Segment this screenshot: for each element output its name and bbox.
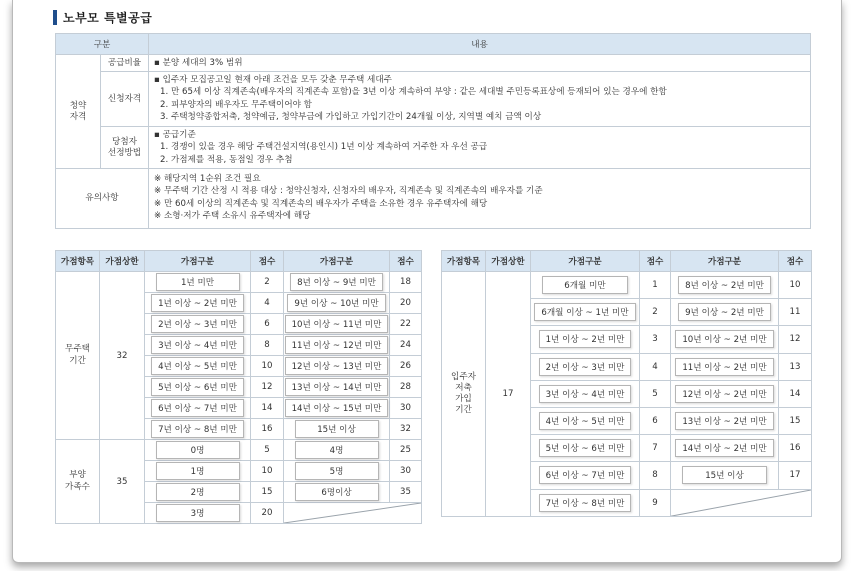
savings-period-score-table [441,250,812,517]
content-line: 2. 가점제를 적용, 동점일 경우 추첨 [160,154,293,165]
eligibility-criteria-label: 신청자격 [101,72,149,127]
points-cell: 24 [390,335,422,356]
savings-period-label-line: 기간 [455,405,472,416]
criteria-cell [145,503,251,524]
criteria-cell [531,462,640,489]
eligibility-label-line: 자격 [69,111,87,122]
criteria-cell-text: 1년 이상 ~ 2년 미만 [539,330,632,348]
criteria-cell [284,314,390,335]
criteria-cell [145,398,251,419]
note-line: ※ 해당지역 1순위 조건 필요 [154,174,261,185]
criteria-cell-text: 0명 [156,441,240,459]
homeless-period-label [56,272,100,440]
diagonal-line [671,490,811,516]
criteria-cell-text: 4명 [295,441,379,459]
content-line: 1. 만 65세 이상 직계존속(배우자의 직계존속 포함)을 3년 이상 계속하여 부양 : 같은 세대별 주민등록표상에 등재되어 있는 경우에 한함 [160,87,667,98]
table-row [56,272,422,293]
score-header: 점수 [779,251,812,272]
title-accent-bar [53,10,57,25]
notes-content [149,169,811,229]
points-cell: 20 [390,293,422,314]
criteria-cell [284,293,390,314]
criteria-cell-text: 2년 이상 ~ 3년 미만 [539,358,632,376]
score-header: 가점상한 [486,251,531,272]
points-cell: 14 [779,380,812,407]
homeless-period-group [56,272,422,440]
criteria-cell-text: 4년 이상 ~ 5년 미만 [151,357,244,375]
points-cell: 15 [251,482,284,503]
dependents-label-line: 가족수 [65,481,90,492]
criteria-cell-text: 8년 이상 ~ 9년 미만 [290,273,383,291]
page-title: 노부모 특별공급 [63,10,153,25]
note-line: ※ 만 60세 이상의 직계존속 및 직계존속의 배우자가 주택을 소유한 경우 유주택자에 해당 [154,198,488,209]
eligibility-label [56,55,101,169]
criteria-cell [284,440,390,461]
criteria-cell-text: 3명 [156,504,240,522]
table-row [56,440,422,461]
homeless-period-label-line: 기간 [69,355,86,366]
points-cell: 4 [251,293,284,314]
criteria-cell [145,272,251,293]
points-cell: 14 [251,398,284,419]
points-cell: 9 [640,489,671,516]
criteria-cell [284,398,390,419]
criteria-cell-text: 4년 이상 ~ 5년 미만 [539,412,632,430]
homeless-dependents-score-table [55,250,422,524]
points-cell: 8 [640,462,671,489]
criteria-cell-text: 9년 이상 ~ 10년 미만 [287,294,385,312]
empty-diagonal-cell [284,503,422,524]
criteria-cell [671,462,779,489]
criteria-cell [531,489,640,516]
criteria-cell-text: 2명 [156,483,240,501]
savings-period-label-line: 입주자 [451,371,476,382]
points-cell: 22 [390,314,422,335]
criteria-cell [671,272,779,299]
criteria-cell [671,353,779,380]
points-cell: 17 [779,462,812,489]
score-header: 점수 [251,251,284,272]
points-cell: 10 [251,461,284,482]
savings-period-label [442,272,486,517]
points-cell: 2 [640,299,671,326]
diagonal-line [284,503,421,523]
points-cell: 6 [251,314,284,335]
criteria-cell-text: 6개월 이상 ~ 1년 미만 [534,303,635,321]
criteria-cell [145,419,251,440]
savings-period-label-line: 저축 [455,382,472,393]
criteria-cell-text: 3년 이상 ~ 4년 미만 [151,336,244,354]
info-header-category: 구분 [56,34,149,55]
content-line: 3. 주택청약종합저축, 청약예금, 청약부금에 가입하고 가입기간이 24개월 이상, 지역별 예치 금액 이상 [160,111,542,122]
criteria-cell [145,440,251,461]
points-cell: 26 [390,356,422,377]
criteria-cell [531,435,640,462]
criteria-cell-text: 14년 이상 ~ 2년 미만 [675,439,773,457]
points-cell: 16 [251,419,284,440]
score-header: 가점구분 [531,251,640,272]
content-line: ▪ 입주자 모집공고일 현재 아래 조건을 모두 갖춘 무주택 세대주 [154,75,392,86]
dependents-group [56,440,422,524]
info-table [55,33,811,229]
score-header: 점수 [640,251,671,272]
points-cell: 1 [640,272,671,299]
points-cell: 12 [779,326,812,353]
criteria-cell-text: 10년 이상 ~ 11년 미만 [285,315,389,333]
criteria-cell-text: 2년 이상 ~ 3년 미만 [151,315,244,333]
score-header: 가점구분 [284,251,390,272]
criteria-cell [145,293,251,314]
score-header: 가점항목 [442,251,486,272]
content-line: 2. 피부양자의 배우자도 무주택이어야 함 [160,99,312,110]
selection-method-label [101,127,149,169]
criteria-cell [531,380,640,407]
points-cell: 15 [779,407,812,434]
savings-period-group [442,272,812,517]
selection-method-label-line: 선정방법 [107,147,142,158]
points-cell: 5 [640,380,671,407]
supply-ratio-label: 공급비율 [101,55,149,72]
criteria-cell-text: 5년 이상 ~ 6년 미만 [539,439,632,457]
supply-ratio-content [149,55,811,72]
criteria-cell-text: 1명 [156,462,240,480]
points-cell: 8 [251,335,284,356]
homeless-period-label-line: 무주택 [65,344,90,355]
points-cell: 10 [251,356,284,377]
points-cell: 30 [390,398,422,419]
points-cell: 30 [390,461,422,482]
criteria-cell-text: 1년 이상 ~ 2년 미만 [151,294,244,312]
score-max-cell: 17 [486,272,531,517]
points-cell: 10 [779,272,812,299]
points-cell: 3 [640,326,671,353]
score-max-cell: 35 [100,440,145,524]
criteria-cell-text: 7년 이상 ~ 8년 미만 [539,494,632,512]
criteria-cell-text: 5명 [295,462,379,480]
criteria-cell [284,377,390,398]
criteria-cell [531,353,640,380]
criteria-cell [671,380,779,407]
points-cell: 4 [640,353,671,380]
criteria-cell-text: 6개월 미만 [542,276,628,294]
points-cell: 12 [251,377,284,398]
points-cell: 11 [779,299,812,326]
info-header-content: 내용 [149,34,811,55]
points-cell: 32 [390,419,422,440]
selection-method-label-line: 당첨자 [112,136,137,147]
points-cell: 6 [640,407,671,434]
criteria-cell [671,435,779,462]
criteria-cell-text: 14년 이상 ~ 15년 미만 [285,399,389,417]
criteria-cell [671,326,779,353]
points-cell: 13 [779,353,812,380]
eligibility-label-line: 청약 [69,100,87,111]
criteria-cell-text: 12년 이상 ~ 2년 미만 [675,385,773,403]
eligibility-criteria-content [149,72,811,127]
points-cell: 7 [640,435,671,462]
criteria-cell [145,356,251,377]
criteria-cell-text: 3년 이상 ~ 4년 미만 [539,385,632,403]
criteria-cell-text: 9년 이상 ~ 2년 미만 [678,303,771,321]
note-line: ※ 무주택 기간 산정 시 적용 대상 : 청약신청자, 신청자의 배우자, 직계존속 및 직계존속의 배우자를 기준 [154,186,543,197]
selection-method-content [149,127,811,169]
score-header: 점수 [390,251,422,272]
criteria-cell [145,314,251,335]
points-cell: 18 [390,272,422,293]
score-max-cell: 32 [100,272,145,440]
score-header: 가점항목 [56,251,100,272]
criteria-cell-text: 6년 이상 ~ 7년 미만 [151,399,244,417]
score-header: 가점구분 [671,251,779,272]
criteria-cell-text: 15년 이상 [295,420,379,438]
section-title [53,8,152,26]
criteria-cell-text: 5년 이상 ~ 6년 미만 [151,378,244,396]
criteria-cell-text: 6명이상 [295,483,379,501]
criteria-cell-text: 12년 이상 ~ 13년 미만 [285,357,389,375]
content-line: ▪ 분양 세대의 3% 범위 [154,58,243,68]
content-line: ▪ 공급기준 [154,130,196,141]
note-line: ※ 소형·저가 주택 소유시 유주택자에 해당 [154,210,311,221]
criteria-cell [531,326,640,353]
criteria-cell [671,407,779,434]
criteria-cell [284,272,390,293]
criteria-cell-text: 1년 미만 [156,273,240,291]
criteria-cell [671,299,779,326]
criteria-cell [531,407,640,434]
criteria-cell [145,335,251,356]
criteria-cell-text: 7년 이상 ~ 8년 미만 [151,420,244,438]
table-row [442,272,812,299]
score-header: 가점구분 [145,251,251,272]
content-line: 1. 경쟁이 있을 경우 해당 주택건설지역(용인시) 1년 이상 계속하여 거주한 자 우선 공급 [160,142,488,153]
criteria-cell [145,482,251,503]
score-header: 가점상한 [100,251,145,272]
points-cell: 2 [251,272,284,293]
criteria-cell-text: 13년 이상 ~ 14년 미만 [285,378,389,396]
criteria-cell-text: 8년 이상 ~ 2년 미만 [678,276,771,294]
points-cell: 16 [779,435,812,462]
criteria-cell [284,356,390,377]
points-cell: 25 [390,440,422,461]
points-cell: 20 [251,503,284,524]
criteria-cell [284,461,390,482]
criteria-cell [145,461,251,482]
criteria-cell-text: 10년 이상 ~ 2년 미만 [675,330,773,348]
criteria-cell-text: 11년 이상 ~ 12년 미만 [285,336,389,354]
criteria-cell [531,299,640,326]
criteria-cell-text: 15년 이상 [682,466,768,484]
criteria-cell [531,272,640,299]
points-cell: 28 [390,377,422,398]
criteria-cell [145,377,251,398]
criteria-cell [284,419,390,440]
criteria-cell-text: 11년 이상 ~ 2년 미만 [675,358,773,376]
points-cell: 35 [390,482,422,503]
savings-period-label-line: 가입 [455,393,472,404]
criteria-cell [284,482,390,503]
criteria-cell-text: 6년 이상 ~ 7년 미만 [539,466,632,484]
points-cell: 5 [251,440,284,461]
criteria-cell-text: 13년 이상 ~ 2년 미만 [675,412,773,430]
notes-label: 유의사항 [56,169,149,229]
criteria-cell [284,335,390,356]
dependents-label [56,440,100,524]
dependents-label-line: 부양 [69,470,86,481]
empty-diagonal-cell [671,489,812,516]
